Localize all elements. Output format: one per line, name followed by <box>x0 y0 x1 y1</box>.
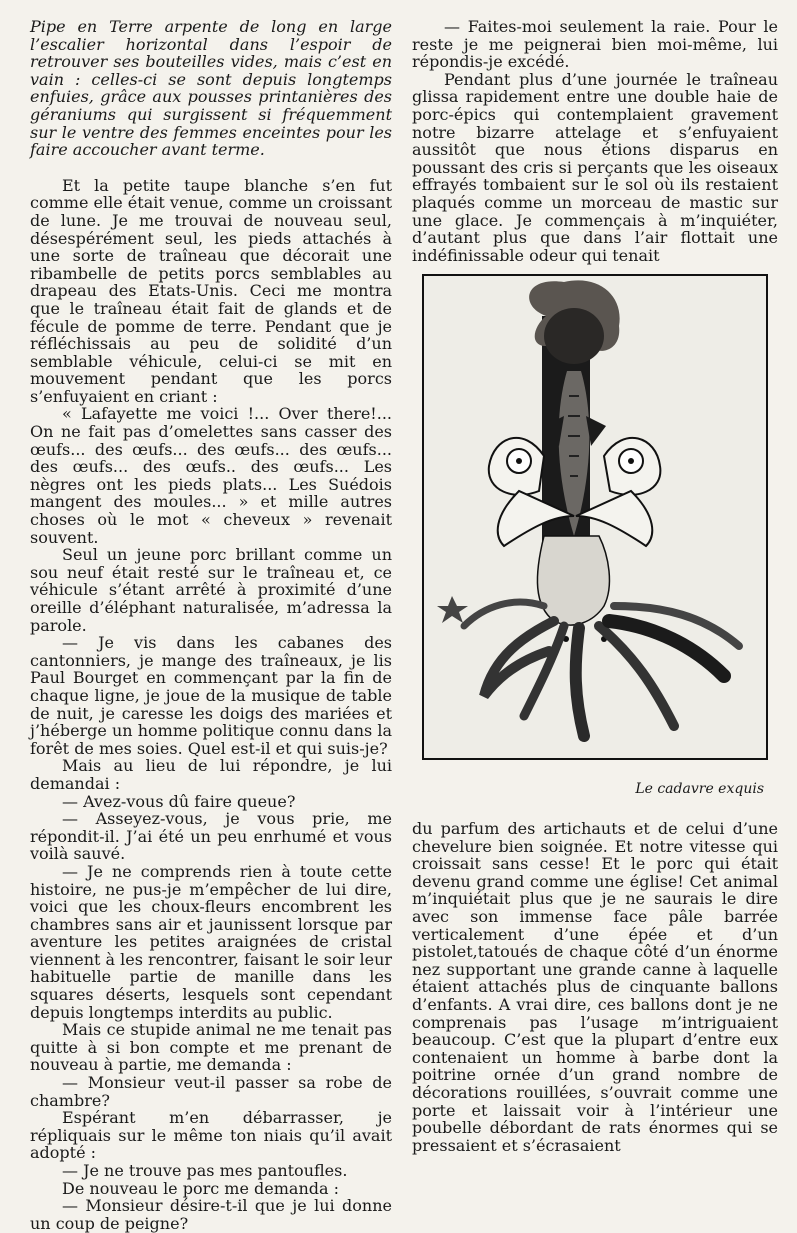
paragraph: — Monsieur veut-il passer sa robe de chambre? <box>30 1073 392 1110</box>
figure-caption: Le cadavre exquis <box>635 781 764 797</box>
paragraph: — Je ne trouve pas mes pantoufles. <box>62 1161 348 1180</box>
paragraph: — Faites-moi seulement la raie. Pour le reste je me peignerai bien moi-même, lui répondis-je excédé. <box>412 17 778 72</box>
paragraph: — Asseyez-vous, je vous prie, me répondit-il. J’ai été un peu enrhumé et vous voilà sauvé. <box>30 809 392 864</box>
intro-paragraph: Pipe en Terre arpente de long en large l’escalier horizontal dans l’espoir de retrouver ses bouteilles vides, mais c’est en vain : celles-ci se sont depuis longtemps enfuies, grâce aux pousses printanières des géraniums qui surgissent si fréquemment sur le ventre des femmes enceintes pour les faire accoucher avant terme. <box>30 17 392 160</box>
paragraph: Mais ce stupide animal ne me tenait pas quitte à si bon compte et me prenant de nouveau à partie, me demanda : <box>30 1020 392 1075</box>
paragraph: — Je ne comprends rien à toute cette histoire, ne pus-je m’empêcher de lui dire, voici que les choux-fleurs encombrent les chambres sans air et jaunissent lorsque par aventure les petites araignées de cristal viennent à les rencontrer, faisant le soir leur habituelle partie de manille dans les squares déserts, lesquels sont cependant depuis longtemps interdits au public. <box>30 861 393 1022</box>
paragraph: Espérant m’en débarrasser, je répliquais sur le même ton niais qu’il avait adopté : <box>30 1108 392 1163</box>
paragraph: du parfum des artichauts et de celui d’une chevelure bien soignée. Et notre vitesse qui croissait sans cesse! Et le porc qui était devenu grand comme une église! Cet animal m’inquiétait plus que je ne saurais le dire avec son immense face pâle barrée verticalement d’une épée et d’un pistolet,tatoués de chaque côté d’un énorme nez supportant une grande canne à laquelle étaient attachés plus de cinquante ballons d’enfants. A vrai dire, ces ballons dont je ne comprenais pas l’usage m’intriguaient beaucoup. C’est que la plupart d’entre eux contenaient un homme à barbe dont la poitrine ornée d’un grand nombre de décorations rouillées, s’ouvrait comme une porte et laissait voir à l’intérieur une poubelle débordant de rats énormes qui se pressaient et s’écrasaient <box>412 819 778 1155</box>
illustration-frame <box>422 274 768 760</box>
paragraph: Seul un jeune porc brillant comme un sou neuf était resté sur le traîneau et, ce véhicule s’étant arrêté à proximité d’une oreille d’éléphant naturalisée, m’adressa la parole. <box>30 545 392 635</box>
right-column-bottom <box>412 820 778 1154</box>
paragraph: Et la petite taupe blanche s’en fut comme elle était venue, comme un croissant de lune. Je me trouvai de nouveau seul, désespérément seul, les pieds attachés à une sorte de traîneau que décorait une ribambelle de petits porcs semblables au drapeau des Etats-Unis. Ceci me montra que le traîneau était fait de glands et de fécule de pomme de terre. Pendant que je réfléchissais au peu de solidité d’un semblable véhicule, celui-ci se mit en mouvement pendant que les porcs s’enfuyaient en criant : <box>30 175 392 406</box>
paragraph: — Je vis dans les cabanes des cantonniers, je mange des traîneaux, je lis Paul Bourget en commençant par la fin de chaque ligne, je joue de la musique de table de nuit, je caresse les doigs des mariées et j’héberge un homme politique connu dans la forêt de mes soies. Quel est-il et qui suis-je? <box>30 633 392 758</box>
paragraph: Mais au lieu de lui répondre, je lui demandai : <box>30 756 392 793</box>
right-column-top <box>412 18 778 264</box>
paragraph: « Lafayette me voici !... Over there!... On ne fait pas d’omelettes sans casser des œufs... des œufs... des œufs... des œufs... des œufs... des œufs.. des œufs... Les nègres ont les pieds plats... Les Suédois mangent des moules... » et mille autres choses où le mot « cheveux » revenait souvent. <box>30 404 392 547</box>
paragraph: Pendant plus d’une journée le traîneau glissa rapidement entre une double haie de porc-épics qui contemplaient gravement notre bizarre attelage et s’enfuyaient aussitôt que nous étions disparus en poussant des cris si perçants que les oiseaux effrayés tombaient sur le sol où ils restaient plaqués comme un morceau de mastic sur une glace. Je commençais à m’inquiéter, d’autant plus que dans l’air flottait une indéfinissable odeur qui tenait <box>412 69 778 265</box>
paragraph: — Monsieur désire-t-il que je lui donne un coup de peigne? <box>30 1196 392 1233</box>
exquisite-corpse-drawing <box>424 276 766 758</box>
paragraph: — Avez-vous dû faire queue? <box>62 791 296 811</box>
left-column <box>30 18 392 1232</box>
paragraph: De nouveau le porc me demanda : <box>62 1178 340 1198</box>
